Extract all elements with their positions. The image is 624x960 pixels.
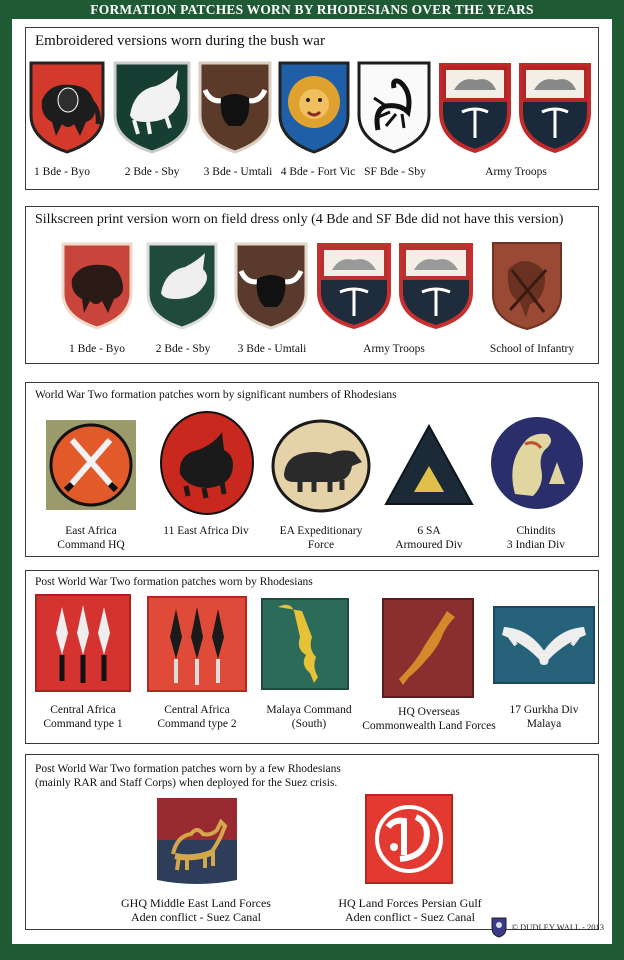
patch-caption	[266, 524, 376, 552]
section-heading: Silkscreen print version worn on field dress only (4 Bde and SF Bde did not have this version)	[35, 212, 564, 227]
elephant-patch	[60, 241, 134, 331]
caption-line-2: Malaya	[526, 718, 562, 730]
rhino-patch	[270, 418, 372, 514]
caption-line-2: Command type 1	[43, 718, 123, 730]
section-heading: World War Two formation patches worn by significant numbers of Rhodesians	[35, 389, 397, 401]
scorpion-patch	[356, 60, 432, 155]
caption-line-1: Chindits	[516, 525, 556, 537]
caption-line-1: 17 Gurkha Div	[509, 704, 579, 716]
caption-line-1: HQ Land Forces Persian Gulf	[338, 896, 482, 910]
section-heading: Embroidered versions worn during the bush war	[35, 33, 325, 49]
patch-caption	[488, 524, 584, 552]
triangle-patch	[382, 422, 476, 508]
elephant-patch	[28, 60, 106, 155]
spears-patch	[146, 595, 248, 693]
caption-line-1: Central Africa	[164, 704, 230, 716]
patch-caption	[148, 524, 264, 538]
school-of-infantry-patch	[490, 240, 564, 332]
patch-caption: 1 Bde - Byo	[69, 343, 125, 355]
patch-caption: 2 Bde - Sby	[124, 166, 180, 178]
camel-patch	[155, 796, 239, 886]
section-heading	[35, 762, 341, 790]
buffalo-patch	[233, 241, 309, 331]
patch-caption	[254, 703, 364, 731]
patch-caption: Army Troops	[485, 166, 547, 178]
caption-line-2: (South)	[291, 718, 327, 730]
patch-caption: SF Bde - Sby	[364, 166, 426, 178]
rhino-patch	[112, 60, 192, 155]
army-troops-patch	[398, 242, 474, 330]
patch-caption	[104, 896, 288, 924]
chinthe-patch	[489, 414, 585, 512]
patch-caption	[28, 703, 138, 731]
caption-line-2: Armoured Div	[395, 539, 463, 551]
caption-line-2: 3 Indian Div	[506, 539, 566, 551]
caption-line-1: East Africa	[65, 525, 117, 537]
patch-caption: 1 Bde - Byo	[34, 166, 90, 178]
kukri-patch	[492, 605, 596, 685]
caption-line-1: 6 SA	[417, 525, 441, 537]
caption-line-1: GHQ Middle East Land Forces	[121, 896, 271, 910]
heading-line-2: (mainly RAR and Staff Corps) when deployed for the Suez crisis.	[35, 777, 338, 789]
caption-line-2: Commonwealth Land Forces	[362, 720, 496, 732]
patch-caption: 2 Bde - Sby	[155, 343, 211, 355]
patch-caption	[142, 703, 252, 731]
patch-caption: 3 Bde - Umtali	[237, 343, 307, 355]
patch-caption	[36, 524, 146, 552]
patch-caption: 3 Bde - Umtali	[203, 166, 273, 178]
caption-line-2: Force	[307, 539, 335, 551]
kris-dagger-patch	[260, 597, 350, 691]
rhino-patch	[158, 410, 256, 516]
crest-icon	[490, 916, 508, 938]
caption-line-1: Central Africa	[50, 704, 116, 716]
army-troops-patch	[438, 62, 512, 154]
spears-patch	[34, 593, 132, 693]
caption-line-1: EA Expeditionary	[279, 525, 363, 537]
army-troops-patch	[518, 62, 592, 154]
patch-caption: School of Infantry	[489, 343, 575, 355]
army-troops-patch	[316, 242, 392, 330]
patch-caption: Army Troops	[363, 343, 425, 355]
caption-line-1: HQ Overseas	[398, 706, 460, 718]
crossed-machetes-patch	[44, 418, 138, 512]
patch-caption	[356, 705, 502, 733]
caption-line-2: Command HQ	[57, 539, 125, 551]
rhino-patch	[145, 241, 219, 331]
hq-persian-gulf-patch	[364, 793, 454, 885]
credit	[490, 916, 604, 938]
caption-line-1: 11 East Africa Div	[163, 525, 249, 537]
credit-text: © DUDLEY WALL - 2013	[511, 922, 604, 932]
section-heading: Post World War Two formation patches worn by Rhodesians	[35, 576, 313, 588]
caption-line-2: Aden conflict - Suez Canal	[131, 910, 261, 924]
caption-line-2: Command type 2	[157, 718, 237, 730]
patch-caption: 4 Bde - Fort Vic	[280, 166, 356, 178]
kris-dagger-patch	[381, 597, 475, 699]
caption-line-2: Aden conflict - Suez Canal	[345, 910, 475, 924]
patch-caption	[494, 703, 594, 731]
patch-caption	[318, 896, 502, 924]
heading-line-1: Post World War Two formation patches worn by a few Rhodesians	[35, 763, 341, 775]
page-title: FORMATION PATCHES WORN BY RHODESIANS OVER THE YEARS	[90, 2, 534, 17]
caption-line-1: Malaya Command	[266, 704, 352, 716]
buffalo-patch	[197, 60, 273, 155]
patch-caption	[384, 524, 474, 552]
lion-patch	[277, 60, 351, 155]
